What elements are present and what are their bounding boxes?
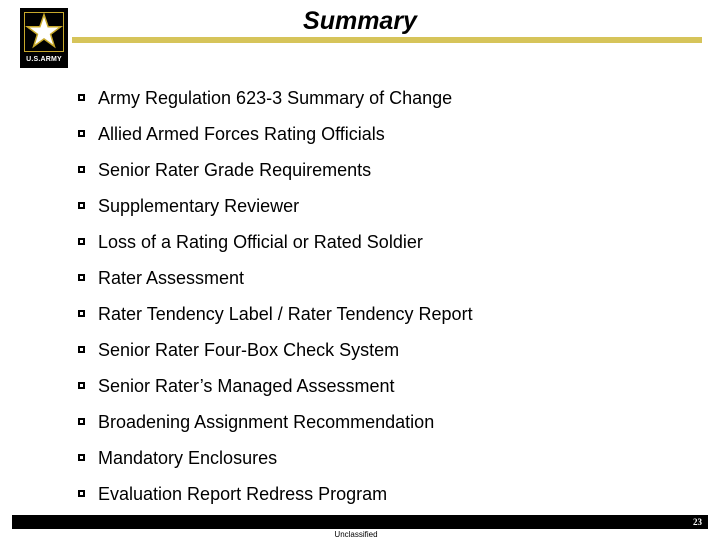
list-item	[78, 194, 473, 230]
list-item-text: Senior Rater Grade Requirements	[98, 160, 372, 180]
bullet-square-icon	[78, 346, 85, 353]
bullet-square-icon	[78, 274, 85, 281]
title-underline	[72, 37, 702, 43]
list-item	[78, 230, 473, 266]
list-item	[78, 374, 473, 410]
list-item	[78, 86, 473, 122]
bullet-square-icon	[78, 130, 85, 137]
bullet-square-icon	[78, 310, 85, 317]
list-item-text: Evaluation Report Redress Program	[98, 484, 388, 504]
list-item-text: Army Regulation 623-3 Summary of Change	[98, 88, 453, 108]
bullet-square-icon	[78, 202, 85, 209]
list-item	[78, 338, 473, 374]
bullet-square-icon	[78, 166, 85, 173]
bullet-square-icon	[78, 418, 85, 425]
classification-label: Unclassified	[334, 530, 378, 539]
list-item-text: Supplementary Reviewer	[98, 196, 300, 216]
bullet-square-icon	[78, 382, 85, 389]
list-item	[78, 266, 473, 302]
list-item-text: Rater Tendency Label / Rater Tendency Report	[98, 304, 473, 324]
logo-text: U.S.ARMY	[26, 56, 62, 63]
list-item-text: Rater Assessment	[98, 268, 245, 288]
list-item	[78, 122, 473, 158]
slide-title: Summary	[303, 7, 417, 35]
list-item	[78, 302, 473, 338]
page-number: 23	[693, 517, 702, 527]
bullet-square-icon	[78, 94, 85, 101]
list-item-text: Loss of a Rating Official or Rated Soldier	[98, 232, 423, 252]
list-item-text: Allied Armed Forces Rating Officials	[98, 124, 385, 144]
list-item	[78, 410, 473, 446]
footer-bar	[12, 515, 708, 529]
list-item-text: Mandatory Enclosures	[98, 448, 278, 468]
list-item	[78, 158, 473, 194]
list-item-text: Senior Rater’s Managed Assessment	[98, 376, 395, 396]
bullet-square-icon	[78, 454, 85, 461]
bullet-square-icon	[78, 238, 85, 245]
list-item	[78, 446, 473, 482]
list-item	[78, 482, 473, 518]
list-item-text: Senior Rater Four-Box Check System	[98, 340, 400, 360]
list-item-text: Broadening Assignment Recommendation	[98, 412, 435, 432]
bullet-square-icon	[78, 490, 85, 497]
bullet-list	[78, 86, 473, 518]
